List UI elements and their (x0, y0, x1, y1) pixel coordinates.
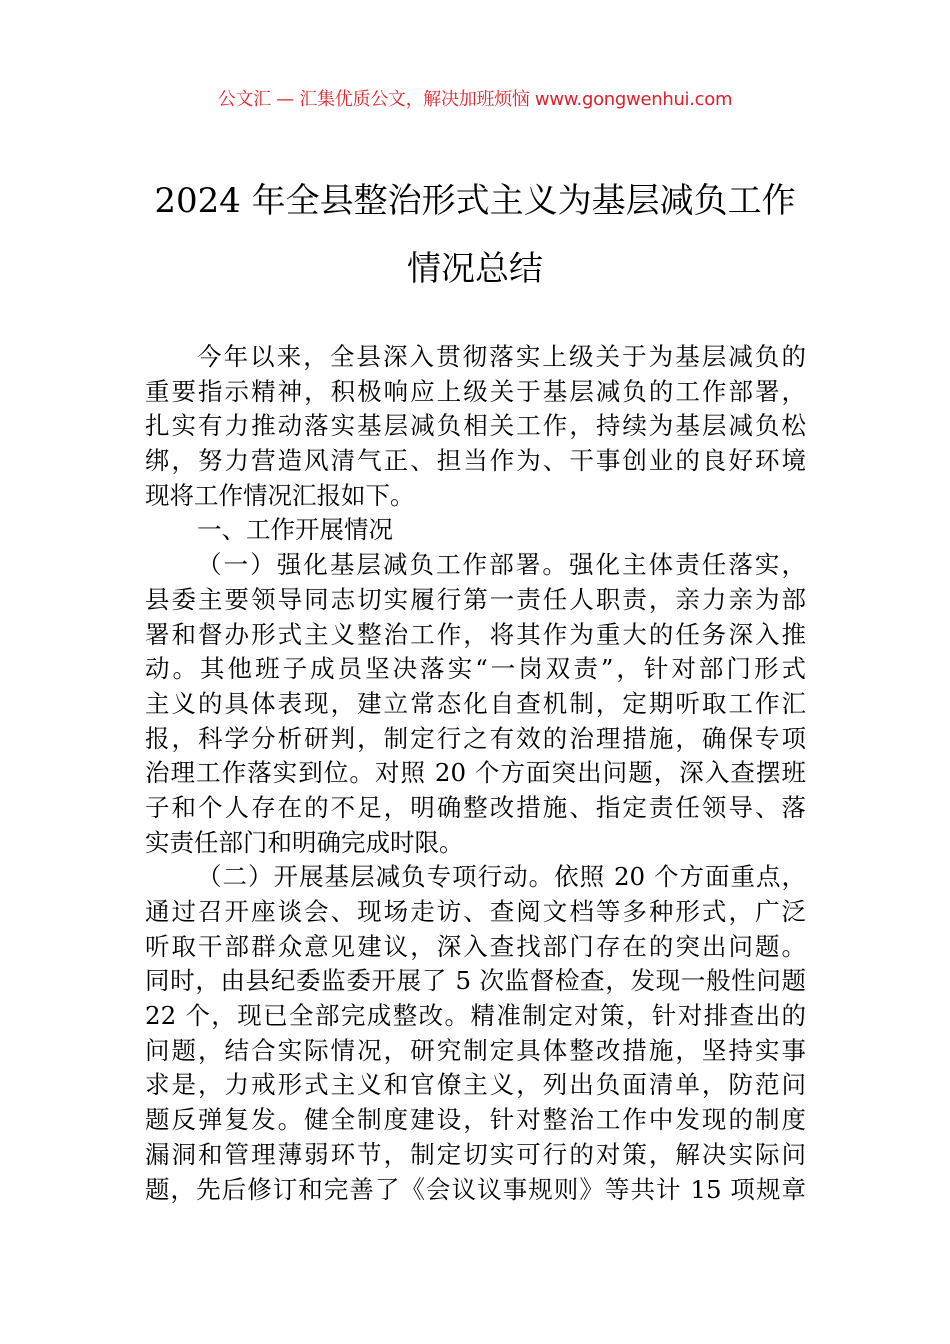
body-text-line: 一、工作开展情况 (197, 515, 393, 545)
body-text-line: 求是，力戒形式主义和官僚主义，列出负面清单，防范问 (145, 1070, 806, 1100)
body-text-line: 通过召开座谈会、现场走访、查阅文档等多种形式，广泛 (145, 897, 806, 926)
body-text-line: 题反弹复发。健全制度建设，针对整治工作中发现的制度 (145, 1105, 806, 1135)
watermark-header: 公文汇 — 汇集优质公文，解决加班烦恼 www.gongwenhui.com (217, 89, 733, 110)
body-text-line: 漏洞和管理薄弱环节，制定切实可行的对策，解决实际问 (145, 1139, 806, 1169)
body-text-line: 主义的具体表现，建立常态化自查机制，定期听取工作汇 (145, 688, 806, 718)
document-title-line-1: 2024 年全县整治形式主义为基层减负工作 (154, 181, 796, 221)
body-text-line: 实责任部门和明确完成时限。 (145, 827, 464, 857)
document-title-line-2: 情况总结 (407, 249, 543, 289)
body-text-line: 重要指示精神，积极响应上级关于基层减负的工作部署， (145, 376, 806, 406)
body-text-line: 题，先后修订和完善了《会议议事规则》等共计 15 项规章 (145, 1174, 806, 1204)
body-text-line: 同时，由县纪委监委开展了 5 次监督检查，发现一般性问题 (145, 966, 806, 996)
body-text-line: 扎实有力推动落实基层减负相关工作，持续为基层减负松 (145, 411, 806, 441)
body-text-line: 22 个，现已全部完成整改。精准制定对策，针对排查出的 (145, 1001, 806, 1031)
body-text-line: 今年以来，全县深入贯彻落实上级关于为基层减负的 (197, 342, 806, 371)
body-text-line: 报，科学分析研判，制定行之有效的治理措施，确保专项 (145, 723, 806, 753)
body-text-line: 署和督办形式主义整治工作，将其作为重大的任务深入推 (145, 619, 806, 649)
body-text-line: 现将工作情况汇报如下。 (145, 480, 415, 510)
body-text-line: 子和个人存在的不足，明确整改措施、指定责任领导、落 (145, 792, 806, 822)
body-text-line: 动。其他班子成员坚决落实“一岗双责”，针对部门形式 (145, 654, 806, 684)
body-text-line: （一）强化基层减负工作部署。强化主体责任落实， (197, 550, 806, 580)
body-text-line: 听取干部群众意见建议，深入查找部门存在的突出问题。 (145, 931, 806, 961)
document-body (145, 340, 806, 1207)
body-text-line: （二）开展基层减负专项行动。依照 20 个方面重点， (197, 862, 806, 892)
body-text-line: 治理工作落实到位。对照 20 个方面突出问题，深入查摆班 (145, 758, 806, 788)
body-text-line: 绑，努力营造风清气正、担当作为、干事创业的良好环境 (145, 446, 806, 476)
body-text-line: 问题，结合实际情况，研究制定具体整改措施，坚持实事 (145, 1035, 806, 1065)
body-text-line: 县委主要领导同志切实履行第一责任人职责，亲力亲为部 (145, 584, 806, 614)
